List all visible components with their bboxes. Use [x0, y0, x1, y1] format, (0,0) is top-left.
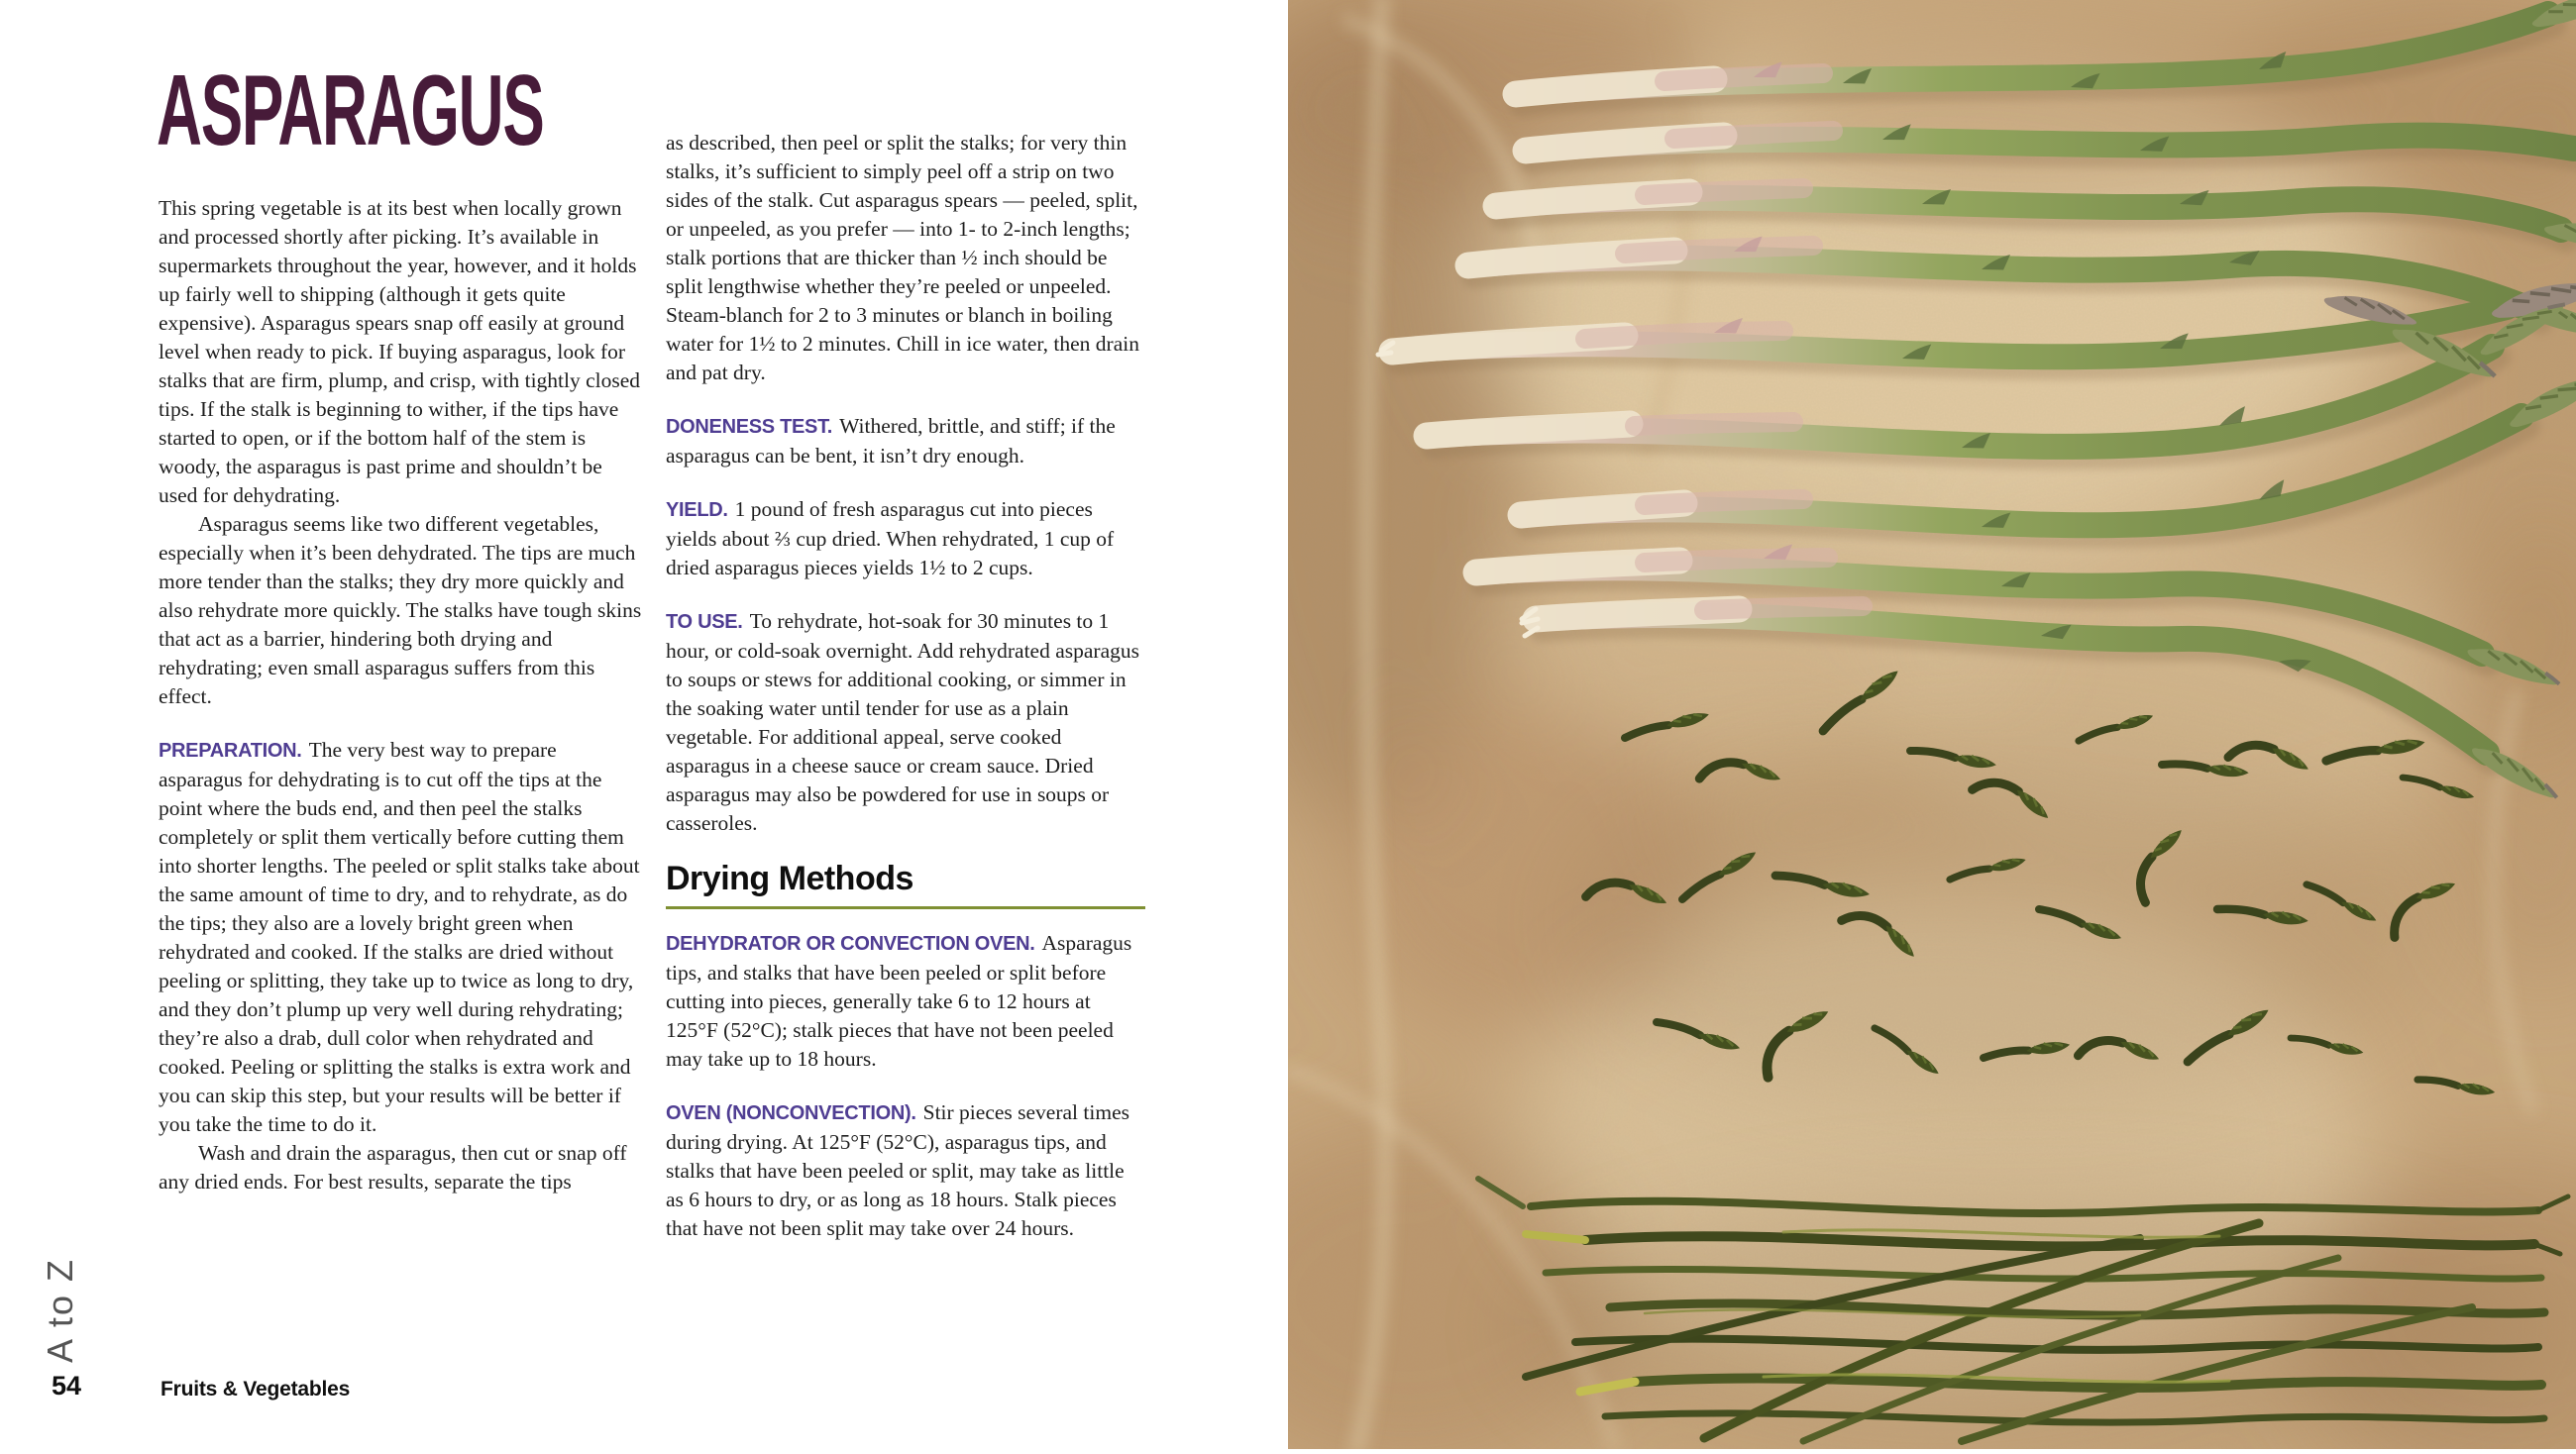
drying-methods-heading: Drying Methods: [666, 860, 913, 897]
oven-paragraph: [666, 1098, 1145, 1243]
intro-paragraph-2: Asparagus seems like two different vegetables, especially when it’s been dehydrated. The tips are much more tender than the stalks; they dry more quickly and also rehydrate more quickly. The stalks have tough skins that act as a barrier, hindering both drying and rehydrating; even small asparagus suffers from this effect.: [159, 512, 642, 708]
text-column-1: [159, 194, 644, 1196]
preparation-paragraph: [159, 736, 644, 1139]
page-left: [0, 0, 1288, 1449]
section-rule: [666, 906, 1145, 909]
yield-paragraph: [666, 495, 1145, 582]
doneness-label: DONENESS TEST.: [666, 416, 833, 438]
page-number: 54: [52, 1371, 82, 1401]
oven-text: Stir pieces several times during drying. At 125°F (52°C), asparagus tips, and stalks that have been peeled or split, may take as little as 6 hours to dry, or as long as 18 hours. Stalk pieces that have not been split may take over 24 hours.: [666, 1100, 1129, 1241]
yield-text: 1 pound of fresh asparagus cut into pieces yields about ⅔ cup dried. When rehydrated, 1 cup of dried asparagus pieces yields 1½ to 2 cups.: [666, 497, 1115, 579]
preparation-text: The very best way to prepare asparagus for dehydrating is to cut off the tips at the point where the buds end, and then peel the stalks completely or split them vertically before cutting them into shorter lengths. The peeled or split stalks take about the same amount of time to dry, and to rehydrate, as do the tips; they also are a lovely bright green when rehydrated and cooked. If the stalks are dried without peeling or splitting, they take up to twice as long to dry, and they don’t plump up very well during rehydrating; they’re also a drab, dull color when rehydrated and cooked. Peeling or splitting the stalks is extra work and you can skip this step, but your results will be better if you take the time to do it.: [159, 738, 640, 1136]
preparation-paragraph-2-continued: as described, then peel or split the stalks; for very thin stalks, it’s sufficient to simply peel off a strip on two sides of the stalk. Cut asparagus spears — peeled, split, or unpeeled, as you prefer — into 1- to 2-inch lengths; stalk portions that are thicker than ½ inch should be split lengthwise whether they’re peeled or unpeeled. Steam-blanch for 2 to 3 minutes or blanch in boiling water for 1½ to 2 minutes. Chill in ice water, then drain and pat dry.: [666, 131, 1139, 384]
dehydrator-text: Asparagus tips, and stalks that have been peeled or split before cutting into pieces, generally take 6 to 12 hours at 125°F (52°C); stalk pieces that have not been peeled may take up to 18 hours.: [666, 931, 1132, 1072]
intro-paragraph-1: This spring vegetable is at its best when locally grown and processed shortly after picking. It’s available in supermarkets throughout the year, however, and it holds up fairly well to shipping (although it gets quite expensive). Asparagus spears snap off easily at ground level when ready to pick. If buying asparagus, look for stalks that are firm, plump, and crisp, with tightly closed tips. If the stalk is beginning to wither, if the tips have started to open, or if the bottom half of the stem is woody, the asparagus is past prime and shouldn’t be used for dehydrating.: [159, 196, 641, 507]
asparagus-photo: [1288, 0, 2576, 1449]
doneness-paragraph: [666, 412, 1145, 470]
page-title: ASPARAGUS: [157, 55, 544, 166]
preparation-paragraph-2: Wash and drain the asparagus, then cut or snap off any dried ends. For best results, separate the tips: [159, 1141, 627, 1194]
doneness-text: Withered, brittle, and stiff; if the asparagus can be bent, it isn’t dry enough.: [666, 414, 1116, 467]
asparagus-photo-svg: [1288, 0, 2576, 1449]
preparation-label: PREPARATION.: [159, 740, 302, 762]
edge-tab-a-to-z: A to Z: [40, 1257, 80, 1363]
dehydrator-label: DEHYDRATOR OR CONVECTION OVEN.: [666, 933, 1035, 956]
yield-label: YIELD.: [666, 499, 728, 521]
text-column-2: [666, 129, 1145, 1243]
footer-chapter: Fruits & Vegetables: [161, 1378, 351, 1401]
oven-label: OVEN (NONCONVECTION).: [666, 1102, 916, 1125]
to-use-label: TO USE.: [666, 611, 743, 633]
to-use-text: To rehydrate, hot-soak for 30 minutes to 1 hour, or cold-soak overnight. Add rehydrated asparagus to soups or stews for additional cooking, or simmer in the soaking water until tender for use as a plain vegetable. For additional appeal, serve cooked asparagus in a cheese sauce or cream sauce. Dried asparagus may also be powdered for use in soups or casseroles.: [666, 609, 1139, 835]
dehydrator-paragraph: [666, 929, 1145, 1074]
to-use-paragraph: [666, 607, 1145, 838]
